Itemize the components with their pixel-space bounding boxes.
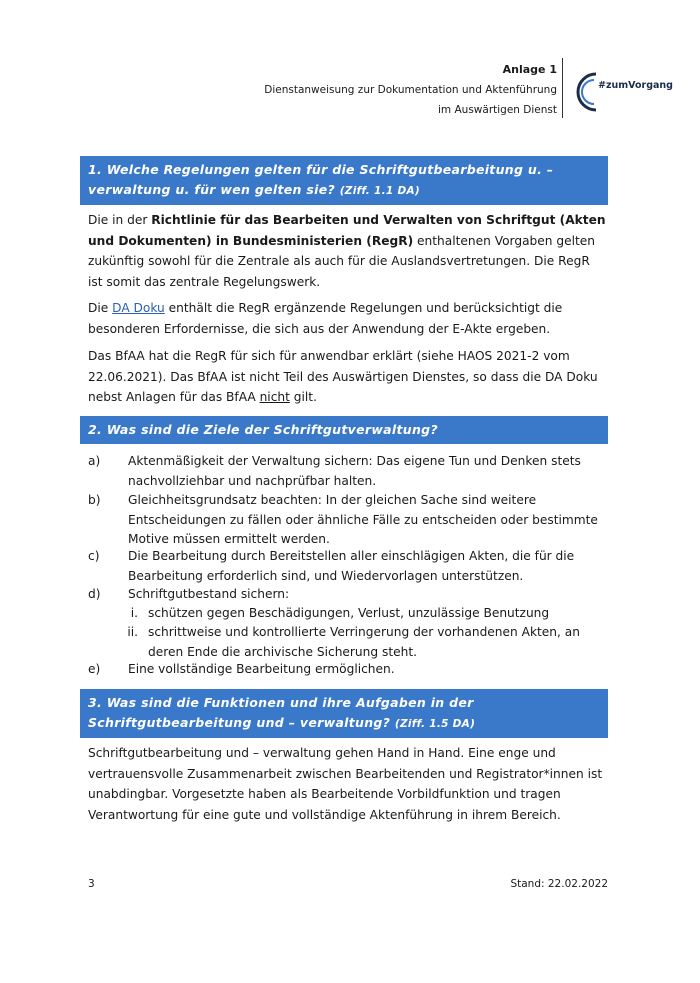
sub-list-item — [88, 604, 608, 624]
section-2-heading — [80, 416, 608, 444]
section-1-title: 1. Welche Regelungen gelten für die Schriftgutbearbeitung u. –verwaltung u. für wen gelten sie? — [88, 162, 554, 197]
list-item — [88, 585, 608, 605]
da-doku-link[interactable]: DA Doku — [112, 301, 165, 315]
text-run: Die in der — [88, 213, 152, 227]
header-title-line1: Dienstanweisung zur Dokumentation und Aktenführung — [264, 83, 557, 96]
regr-title: Richtlinie für das Bearbeiten und Verwalten von Schriftgut (Akten und Dokumenten) in Bundesministerien (RegR) — [88, 213, 606, 248]
list-item — [88, 660, 608, 680]
list-item — [88, 547, 608, 586]
list-text: Schriftgutbestand sichern: — [128, 587, 290, 601]
list-label: e) — [88, 662, 101, 676]
section-3-title: 3. Was sind die Funktionen und ihre Aufgaben in der Schriftgutbearbeitung und – verwaltung? — [88, 695, 474, 730]
section-1-paragraph-3 — [88, 346, 608, 408]
attachment-label: Anlage 1 — [502, 63, 557, 76]
list-label: b) — [88, 493, 101, 507]
list-text: Gleichheitsgrundsatz beachten: In der gleichen Sache sind weitere Entscheidungen zu fällen oder ähnliche Fälle zu entscheiden oder bestimmte Motive müssen ermittelt werden. — [128, 493, 598, 546]
list-item — [88, 452, 608, 491]
section-1-paragraph-1 — [88, 210, 608, 292]
section-3-heading — [80, 689, 608, 738]
text-run: enthaltenen Vorgaben gelten zukünftig sowohl für die Zentrale als auch für die Auslandsvertretungen. Die RegR ist somit das zentrale Regelungswerk. — [88, 233, 596, 289]
text-run: Das BfAA hat die RegR für sich für anwendbar erklärt (siehe HAOS 2021-2 vom 22.06.2021). Das BfAA ist nicht Teil des Auswärtigen Dienstes, so dass die DA Doku nebst Anlagen für das BfAA — [88, 349, 598, 404]
section-2-title: 2. Was sind die Ziele der Schriftgutverwaltung? — [88, 422, 438, 437]
text-run: Die — [88, 301, 113, 315]
sub-list-text: schrittweise und kontrollierte Verringerung der vorhandenen Akten, an deren Ende die archivische Sicherung steht. — [148, 625, 580, 659]
section-1-heading — [80, 156, 608, 205]
sub-list-label: i. — [130, 606, 138, 620]
section-3-paragraph-1: Schriftgutbearbeitung und – verwaltung gehen Hand in Hand. Eine enge und vertrauensvolle Zusammenarbeit zwischen Bearbeitenden und Registrator*innen ist unabdingbar. Vorgesetzte haben als Bearbeitende Vorbildfunktion und tragen Verantwortung für eine gute und vollständige Aktenführung in ihrem Bereich. — [88, 746, 603, 822]
page-number: 3 — [88, 878, 95, 890]
logo-text: #zumVorgang — [598, 80, 673, 91]
sub-list-label: ii. — [127, 625, 138, 639]
document-date: Stand: 22.02.2022 — [510, 878, 608, 890]
list-text: Die Bearbeitung durch Bereitstellen aller einschlägigen Akten, die für die Bearbeitung erforderlich sind, und Wiedervorlagen unterstützen. — [128, 549, 575, 583]
text-run: enthält die RegR ergänzende Regelungen und berücksichtigt die besonderen Erfordernisse, die sich aus der Anwendung der E-Akte ergeben. — [88, 301, 563, 336]
list-label: a) — [88, 454, 101, 468]
list-label: c) — [88, 549, 100, 563]
document-header — [264, 60, 557, 121]
list-text: Aktenmäßigkeit der Verwaltung sichern: Das eigene Tun und Denken stets nachvollziehbar und nachprüfbar halten. — [128, 454, 581, 488]
list-label: d) — [88, 587, 101, 601]
sub-list-item — [88, 623, 608, 662]
zumvorgang-logo-icon — [570, 66, 680, 116]
section-3-reference: (Ziff. 1.5 DA) — [394, 718, 476, 730]
sub-list-text: schützen gegen Beschädigungen, Verlust, unzulässige Benutzung — [148, 606, 550, 620]
underlined-word: nicht — [259, 390, 290, 404]
list-text: Eine vollständige Bearbeitung ermöglichen. — [128, 662, 395, 676]
header-divider — [562, 58, 563, 118]
section-1-paragraph-2 — [88, 298, 608, 339]
text-run: gilt. — [289, 390, 317, 404]
list-item — [88, 491, 608, 550]
section-1-reference: (Ziff. 1.1 DA) — [339, 185, 421, 197]
header-title-line2: im Auswärtigen Dienst — [438, 103, 557, 116]
